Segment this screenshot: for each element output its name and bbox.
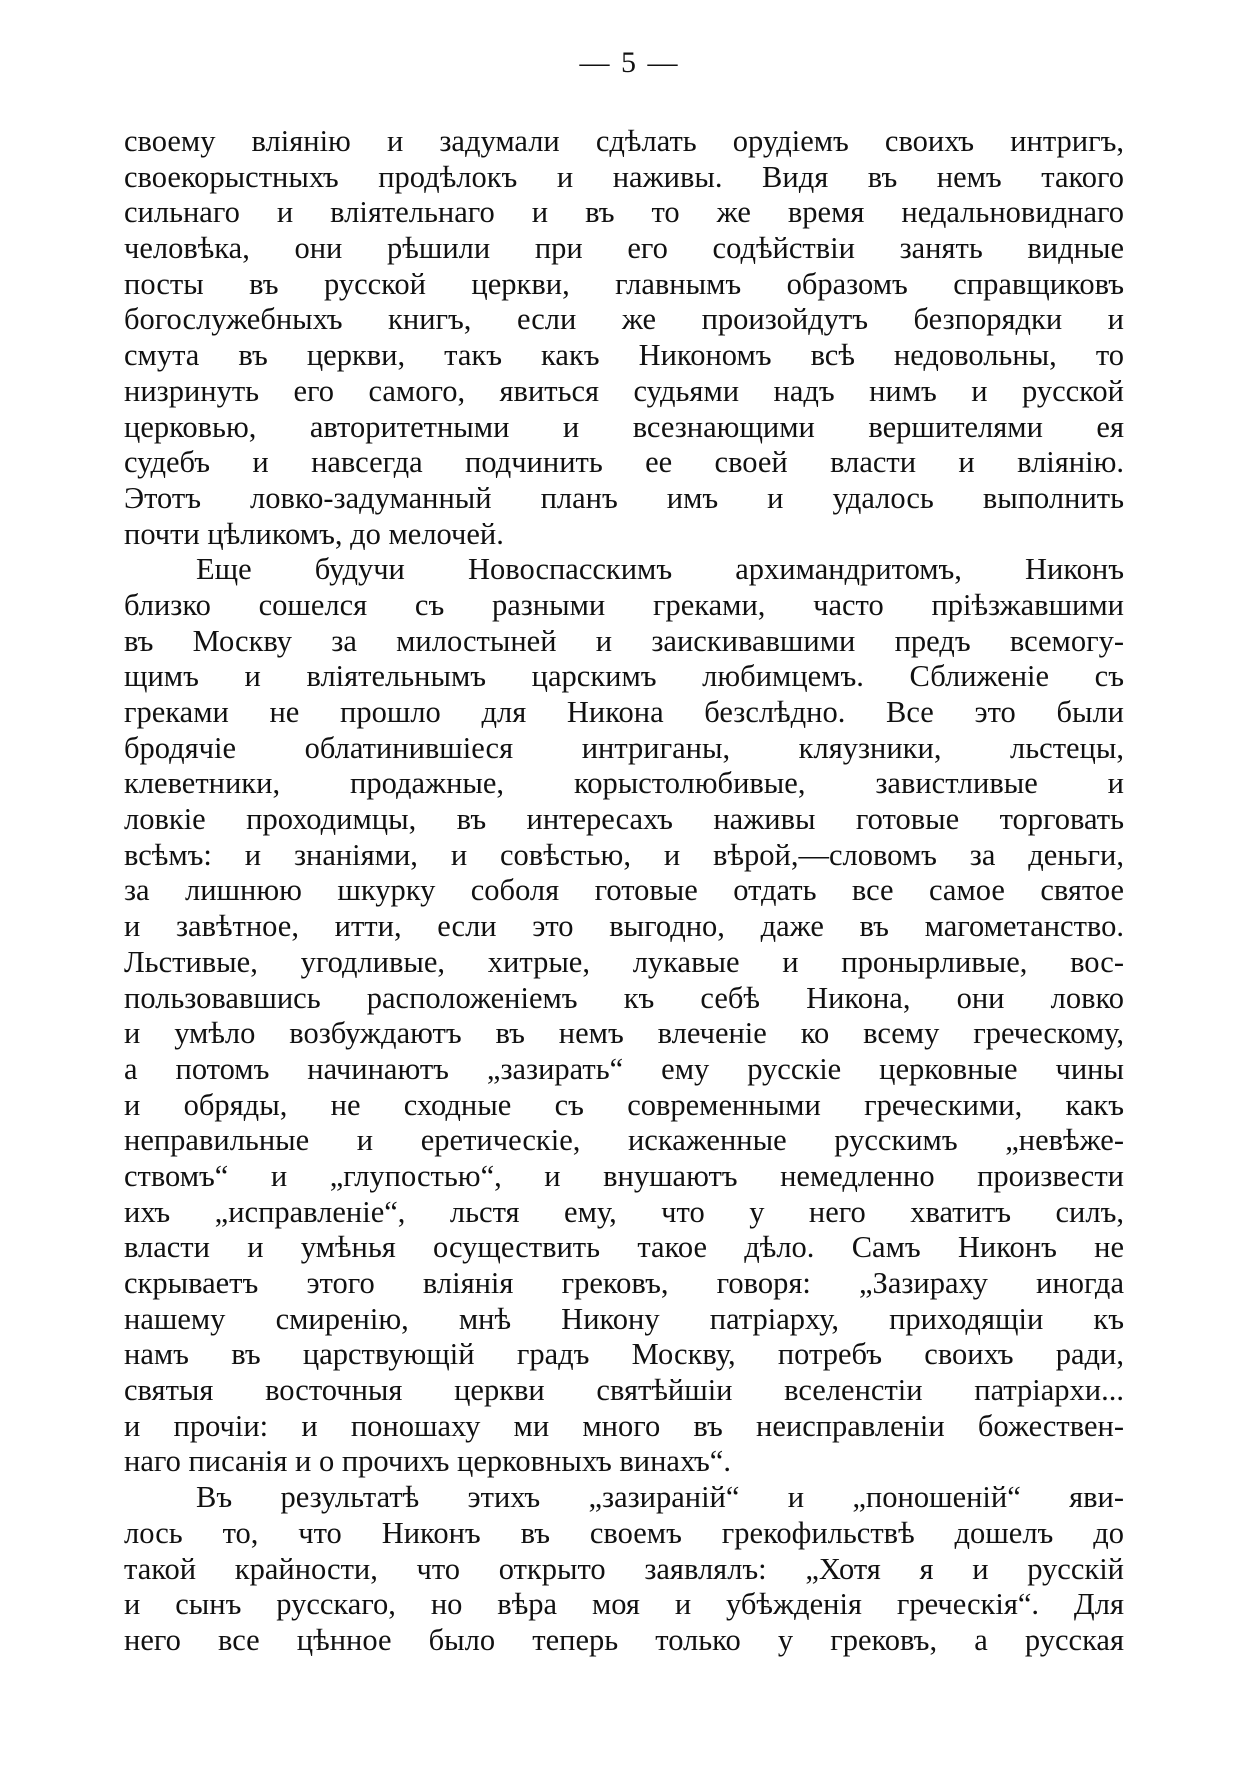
text-line: неправильные и еретическіе, искаженные русскимъ „невѣже- xyxy=(124,1123,1124,1158)
text-line: пользовавшись расположеніемъ къ себѣ Никона, они ловко xyxy=(124,980,1124,1015)
text-line: Въ результатѣ этихъ „зазираній“ и „поношеній“ яви- xyxy=(196,1480,1124,1515)
paragraph-2 xyxy=(124,552,1124,1480)
text-line: греками не прошло для Никона безслѣдно. Все это были xyxy=(124,695,1124,729)
text-line: него все цѣнное было теперь только у грековъ, а русская xyxy=(124,1622,1124,1657)
text-line: своекорыстныхъ продѣлокъ и наживы. Видя въ немъ такого xyxy=(124,159,1124,194)
text-line: такой крайности, что открыто заявлялъ: „Хотя я и русскій xyxy=(124,1551,1124,1586)
text-line: нашему смиренію, мнѣ Никону патріарху, приходящіи къ xyxy=(124,1301,1124,1336)
text-line: Этотъ ловко-задуманный планъ имъ и удалось выполнить xyxy=(124,480,1124,515)
text-line: наго писанія и о прочихъ церковныхъ винахъ“. xyxy=(124,1444,731,1479)
text-line: человѣка, они рѣшили при его содѣйствіи занять видные xyxy=(124,231,1124,266)
text-line: близко сошелся съ разными греками, часто пріѣзжавшими xyxy=(124,587,1124,622)
text-line: сильнаго и вліятельнаго и въ то же время недальновиднаго xyxy=(124,195,1124,230)
text-line: намъ въ царствующій градъ Москву, потребъ своихъ ради, xyxy=(124,1337,1124,1372)
text-line: и умѣло возбуждаютъ въ немъ влеченіе ко всему греческому, xyxy=(124,1016,1124,1051)
text-line: святыя восточныя церкви святѣйшіи вселенстіи патріархи... xyxy=(124,1373,1124,1408)
text-line: власти и умѣнья осуществить такое дѣло. Самъ Никонъ не xyxy=(124,1230,1124,1265)
text-line: ловкіе проходимцы, въ интересахъ наживы готовые торговать xyxy=(124,802,1124,837)
text-line: почти цѣликомъ, до мелочей. xyxy=(124,516,504,551)
text-line: и завѣтное, итти, если это выгодно, даже въ магометанство. xyxy=(124,909,1124,944)
text-line: Льстивые, угодливые, хитрые, лукавые и пронырливые, вос- xyxy=(124,944,1124,979)
text-line: и сынъ русскаго, но вѣра моя и убѣжденія греческія“. Для xyxy=(124,1587,1124,1622)
text-line: и прочіи: и поношаху ми много въ неисправленіи божествен- xyxy=(124,1408,1124,1443)
text-line: смута въ церкви, такъ какъ Никономъ всѣ недовольны, то xyxy=(124,338,1124,373)
text-line: своему вліянію и задумали сдѣлать орудіемъ своихъ интригъ, xyxy=(124,124,1124,158)
text-line: низринуть его самого, явиться судьями надъ нимъ и русской xyxy=(124,373,1124,408)
text-line: судебъ и навсегда подчинить ее своей власти и вліянію. xyxy=(124,445,1124,480)
paragraph-1 xyxy=(124,124,1124,552)
text-line: всѣмъ: и знаніями, и совѣстью, и вѣрой,—словомъ за деньги, xyxy=(124,837,1124,872)
text-line: и обряды, не сходные съ современными греческими, какъ xyxy=(124,1087,1124,1122)
paragraph-3 xyxy=(124,1480,1124,1658)
text-line: за лишнюю шкурку соболя готовые отдать все самое святое xyxy=(124,873,1124,908)
text-line: щимъ и вліятельнымъ царскимъ любимцемъ. Сближеніе съ xyxy=(124,659,1124,694)
text-line: бродячіе облатинившіеся интриганы, кляузники, льстецы, xyxy=(124,730,1124,765)
text-line: клеветники, продажные, корыстолюбивые, завистливые и xyxy=(124,766,1124,801)
page-number: — 5 — xyxy=(579,46,680,79)
text-line: Еще будучи Новоспасскимъ архимандритомъ, Никонъ xyxy=(196,552,1124,587)
text-line: богослужебныхъ книгъ, если же произойдутъ безпорядки и xyxy=(124,302,1124,337)
text-line: скрываетъ этого вліянія грековъ, говоря: „Зазираху иногда xyxy=(124,1266,1124,1300)
page-text xyxy=(124,124,1124,1659)
text-line: ихъ „исправленіе“, льстя ему, что у него хватитъ силъ, xyxy=(124,1194,1124,1229)
text-line: а потомъ начинаютъ „зазирать“ ему русскіе церковные чины xyxy=(124,1051,1124,1086)
text-line: церковью, авторитетными и всезнающими вершителями ея xyxy=(124,409,1124,444)
text-line: ствомъ“ и „глупостью“, и внушаютъ немедленно произвести xyxy=(124,1158,1124,1193)
text-line: лось то, что Никонъ въ своемъ грекофильствѣ дошелъ до xyxy=(124,1515,1124,1550)
text-line: въ Москву за милостыней и заискивавшими предъ всемогу- xyxy=(124,623,1124,658)
text-line: посты въ русской церкви, главнымъ образомъ справщиковъ xyxy=(124,266,1124,301)
